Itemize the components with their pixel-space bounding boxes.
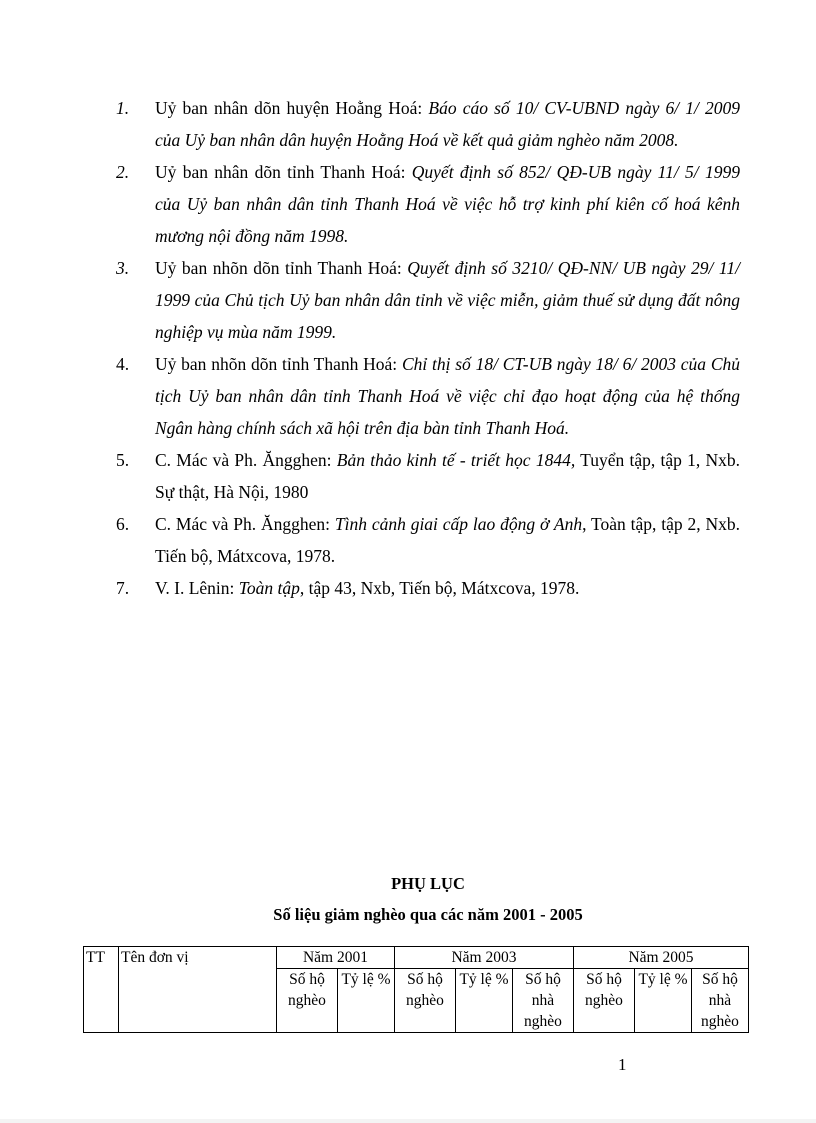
reference-number: 7. bbox=[116, 578, 130, 598]
poverty-table bbox=[83, 946, 749, 1033]
reference-number: 6. bbox=[116, 514, 130, 534]
header-poor-households: Số hộ nghèo bbox=[574, 969, 635, 1033]
reference-author: Uỷ ban nhõn dõn tỉnh Thanh Hoá: bbox=[155, 258, 408, 278]
reference-author: Uỷ ban nhõn dõn tỉnh Thanh Hoá: bbox=[155, 354, 402, 374]
reference-item-2 bbox=[116, 156, 740, 252]
header-year-2001: Năm 2001 bbox=[277, 947, 395, 969]
header-poor-housing: Số hộ nhà nghèo bbox=[692, 969, 749, 1033]
header-poor-households: Số hộ nghèo bbox=[277, 969, 338, 1033]
reference-author: Uỷ ban nhân dõn huyện Hoằng Hoá: bbox=[155, 98, 429, 118]
reference-publication: , Toàn tập, tập 2, Nxb. Tiến bộ, Mátxcova, 1978. bbox=[155, 514, 740, 566]
header-year-2003: Năm 2003 bbox=[395, 947, 574, 969]
reference-title: Tình cảnh giai cấp lao động ở Anh bbox=[334, 514, 583, 534]
appendix-title: PHỤ LỤC bbox=[391, 874, 465, 893]
reference-title: Quyết định số 852/ QĐ-UB ngày 11/ 5/ 1999 của Uỷ ban nhân dân tỉnh Thanh Hoá về việc hỗ trợ kinh phí kiên cố hoá kênh mương nội đồng năm 1998. bbox=[155, 162, 740, 246]
reference-author: C. Mác và Ph. Ăngghen: bbox=[155, 450, 337, 470]
page-number: 1 bbox=[618, 1055, 627, 1074]
header-year-2005: Năm 2005 bbox=[574, 947, 749, 969]
page-bottom-edge bbox=[0, 1119, 816, 1123]
header-rate-percent: Tỷ lệ % bbox=[456, 969, 513, 1033]
reference-item-5 bbox=[116, 444, 740, 508]
reference-publication: Tuyển tập, tập 1, Nxb. Sự thật, Hà Nội, 1980 bbox=[155, 450, 740, 502]
reference-item-3 bbox=[116, 252, 740, 348]
reference-number: 5. bbox=[116, 450, 130, 470]
reference-list bbox=[116, 92, 740, 604]
reference-title: Chỉ thị số 18/ CT-UB ngày 18/ 6/ 2003 của Chủ tịch Uỷ ban nhân dân tỉnh Thanh Hoá về việc chỉ đạo hoạt động của hệ thống Ngân hàng chính sách xã hội trên địa bàn tỉnh Thanh Hoá. bbox=[155, 354, 741, 438]
reference-item-4 bbox=[116, 348, 740, 444]
reference-author: Uỷ ban nhân dõn tỉnh Thanh Hoá: bbox=[155, 162, 412, 182]
reference-item-6 bbox=[116, 508, 740, 572]
reference-number: 4. bbox=[116, 354, 130, 374]
header-poor-housing: Số hộ nhà nghèo bbox=[513, 969, 574, 1033]
header-unit-name: Tên đơn vị bbox=[119, 947, 277, 1033]
table-header-row bbox=[84, 947, 749, 969]
reference-number: 2. bbox=[116, 162, 130, 182]
reference-item-7 bbox=[116, 572, 740, 604]
reference-author: C. Mác và Ph. Ăngghen: bbox=[155, 514, 335, 534]
header-poor-households: Số hộ nghèo bbox=[395, 969, 456, 1033]
header-rate-percent: Tỷ lệ % bbox=[338, 969, 395, 1033]
reference-title: Báo cáo số 10/ CV-UBND ngày 6/ 1/ 2009 của Uỷ ban nhân dân huyện Hoằng Hoá về kết quả giảm nghèo năm 2008. bbox=[155, 98, 740, 150]
appendix-subtitle: Số liệu giảm nghèo qua các năm 2001 - 2005 bbox=[273, 905, 583, 924]
reference-number: 3. bbox=[116, 258, 130, 278]
reference-author: V. I. Lênin: bbox=[155, 578, 239, 598]
reference-number: 1. bbox=[116, 98, 130, 118]
reference-title: Quyết định số 3210/ QĐ-NN/ UB ngày 29/ 11/ 1999 của Chủ tịch Uỷ ban nhân dân tỉnh về việc miễn, giảm thuế sử dụng đất nông nghiệp vụ mùa năm 1999. bbox=[155, 258, 740, 342]
reference-title: Bản thảo kinh tế - triết học 1844, bbox=[336, 450, 576, 470]
header-rate-percent: Tỷ lệ % bbox=[635, 969, 692, 1033]
reference-publication: , tập 43, Nxb, Tiến bộ, Mátxcova, 1978. bbox=[299, 578, 580, 598]
reference-title: Toàn tập bbox=[238, 578, 300, 598]
reference-item-1 bbox=[116, 92, 740, 156]
header-tt: TT bbox=[84, 947, 119, 1033]
